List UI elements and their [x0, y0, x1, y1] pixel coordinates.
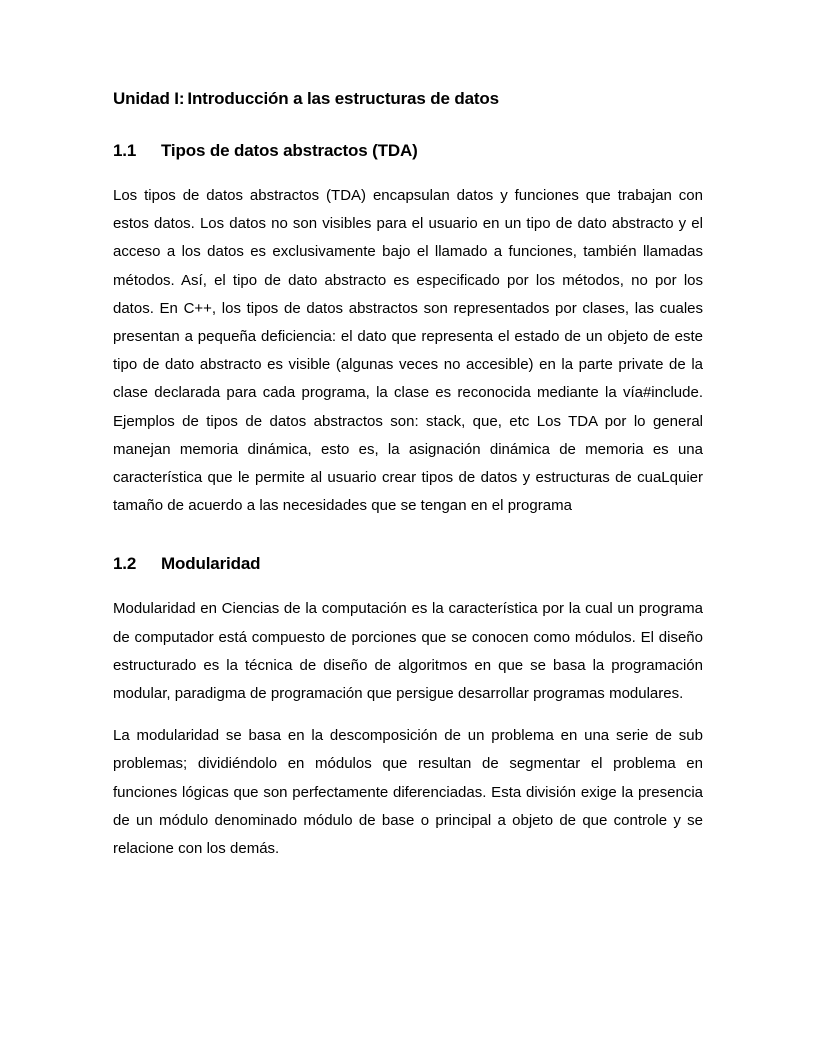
section-number-1-2: 1.2: [113, 554, 137, 574]
document-title-text: Introducción a las estructuras de datos: [187, 89, 499, 108]
paragraph-1-2-2: La modularidad se basa en la descomposición de un problema en una serie de sub problemas; dividiéndolo en módulos que resultan de segmentar el problema en funciones lógicas que son perfectamente diferenciadas. Esta división exige la presencia de un módulo denominado módulo de base o principal a objeto de que controle y se relacione con los demás.: [113, 727, 703, 858]
document-title: [113, 88, 703, 110]
section-number-1-1: 1.1: [113, 141, 137, 160]
section-heading-1-1: [113, 140, 703, 162]
document-title-number: Unidad I:: [113, 89, 185, 108]
section-title-1-2: Modularidad: [161, 554, 261, 574]
paragraph-1-2-1: Modularidad en Ciencias de la computación es la característica por la cual un programa de computador está compuesto de porciones que se conocen como módulos. El diseño estructurado es la técnica de diseño de algoritmos en que se basa la programación modular, paradigma de programación que persigue desarrollar programas modulares.: [113, 600, 703, 703]
section-heading-1-2: [113, 553, 703, 575]
document-content: [113, 88, 703, 863]
paragraph-1-1-1: Los tipos de datos abstractos (TDA) encapsulan datos y funciones que trabajan con estos datos. Los datos no son visibles para el usuario en un tipo de dato abstracto y el acceso a los datos es exclusivamente bajo el llamado a funciones, también llamadas métodos. Así, el tipo de dato abstracto es especificado por los métodos, no por los datos. En C++, los tipos de datos abstractos son representados por clases, las cuales presentan a pequeña deficiencia: el dato que representa el estado de un objeto de este tipo de dato abstracto es visible (algunas veces no accesible) en la parte private de la clase declarada para cada programa, la clase es reconocida mediante la vía#include. Ejemplos de tipos de datos abstractos son: stack, que, etc Los TDA por lo general manejan memoria dinámica, esto es, la asignación dinámica de memoria es una característica que le permite al usuario crear tipos de datos y estructuras de cuaLquier tamaño de acuerdo a las necesidades que se tengan en el programa: [113, 187, 703, 515]
section-title-1-1: Tipos de datos abstractos (TDA): [161, 141, 418, 160]
